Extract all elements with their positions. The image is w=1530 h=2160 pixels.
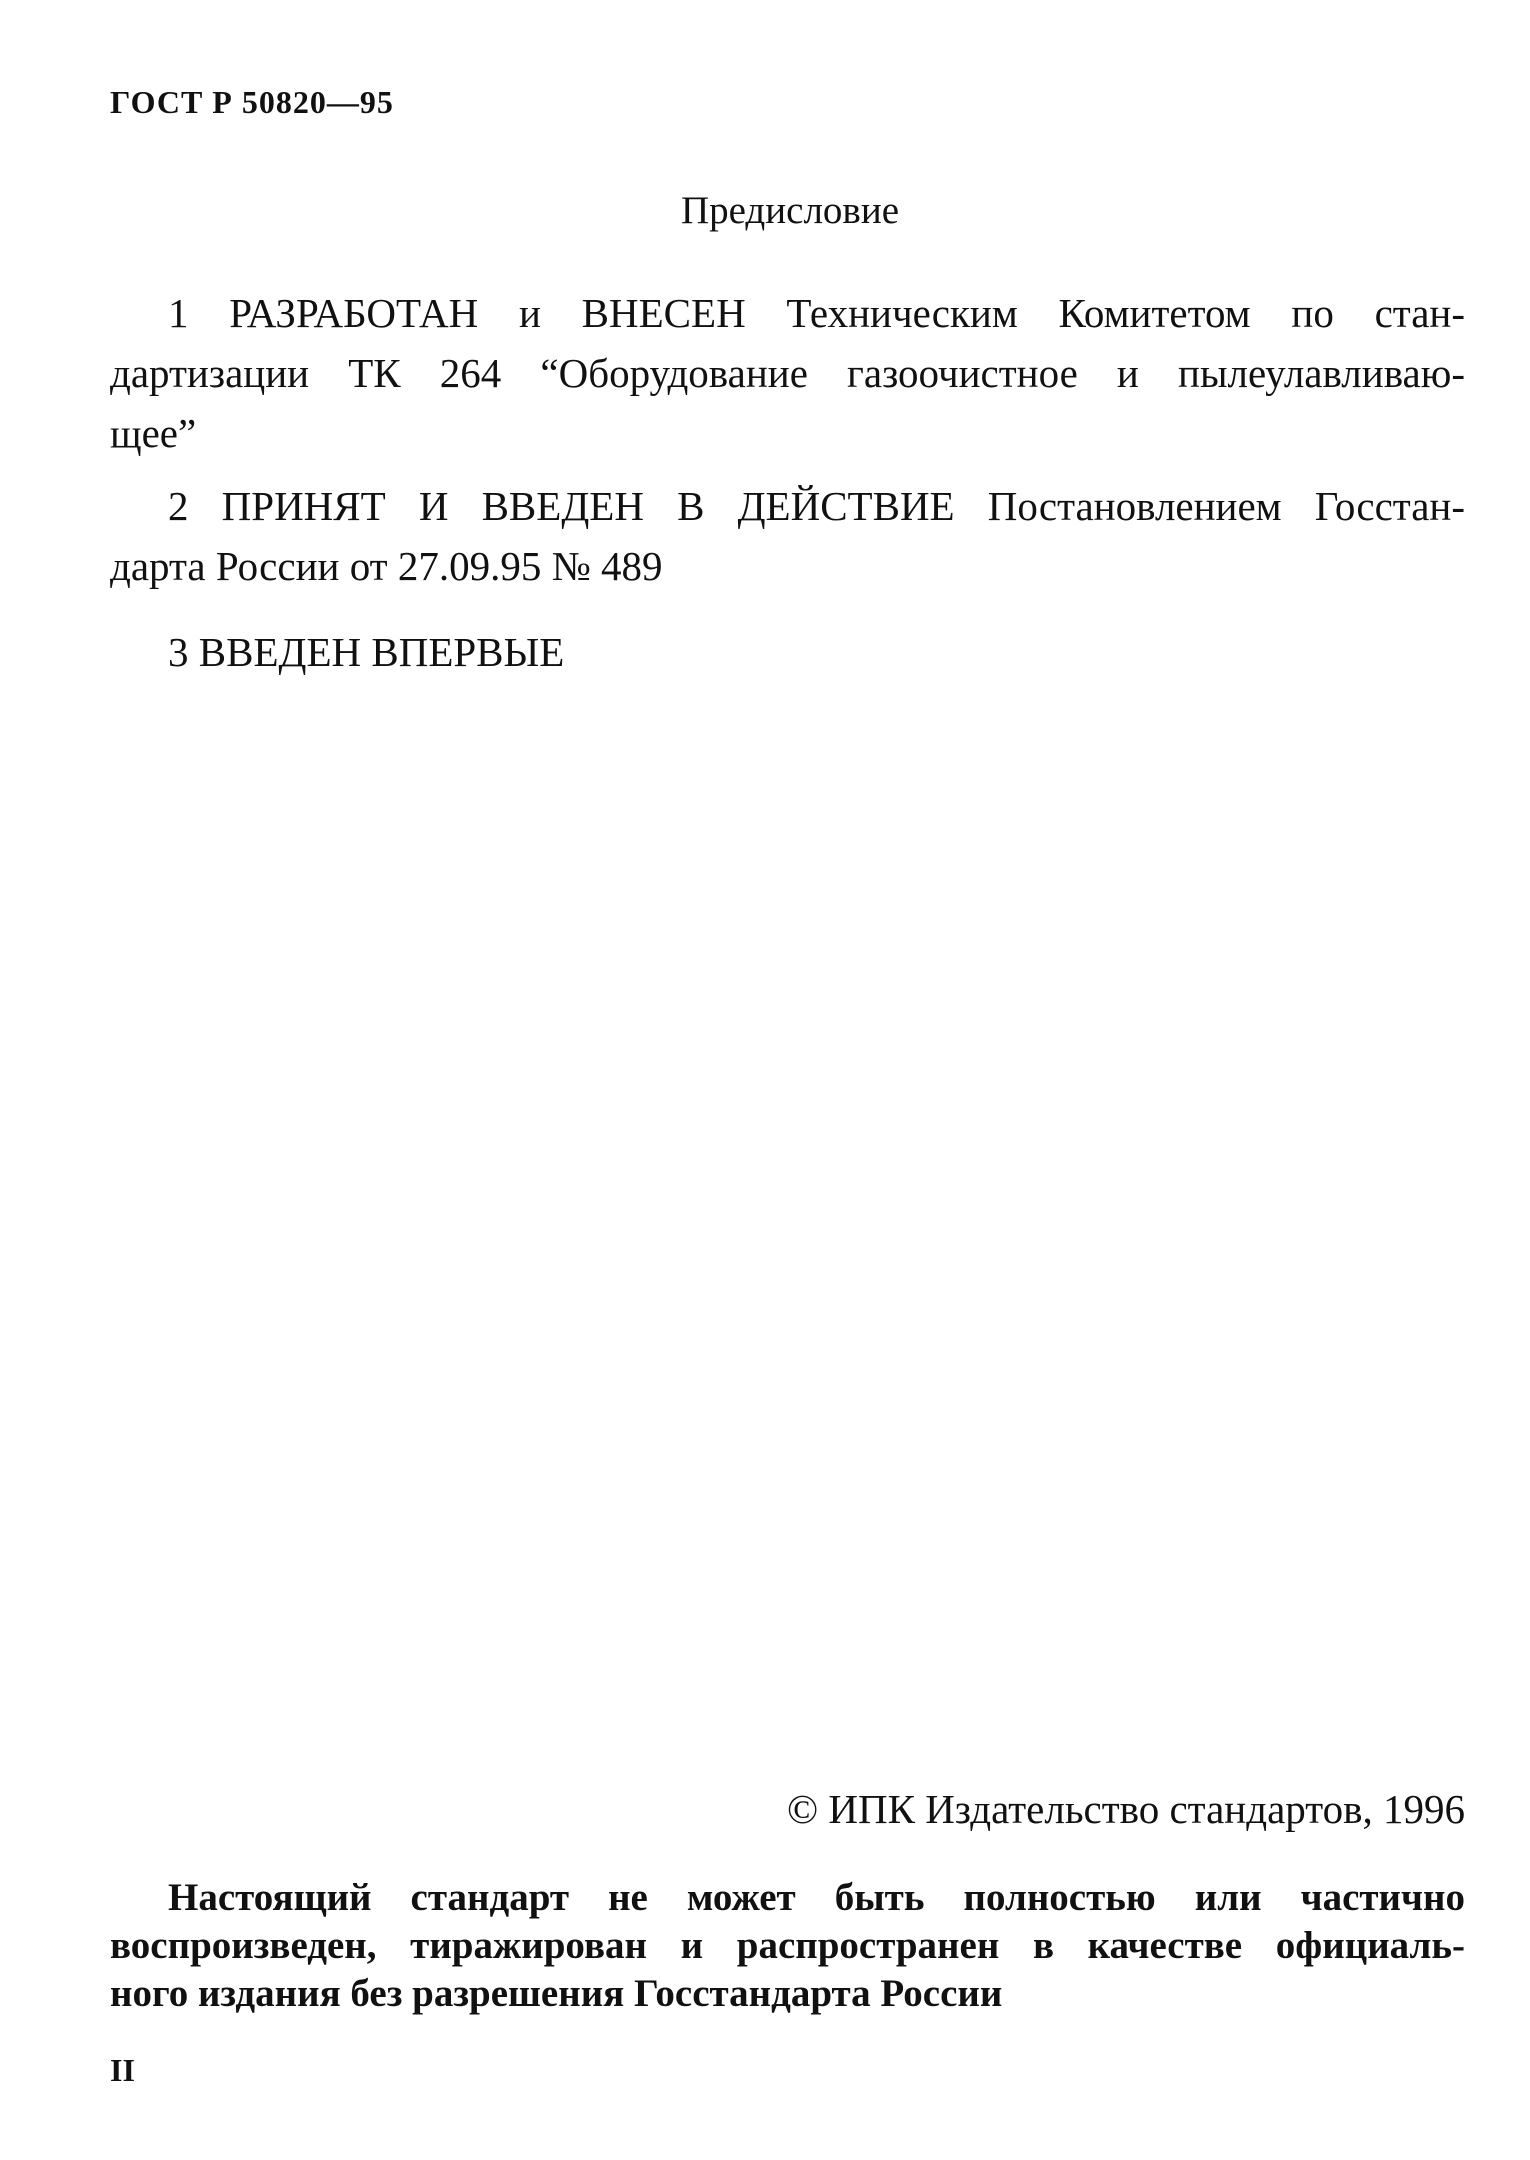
standard-code: ГОСТ Р 50820—95 — [110, 84, 394, 120]
reproduction-notice — [110, 1874, 1465, 2018]
preface-item-3-text-1: ВВЕДЕН ВПЕРВЫЕ — [198, 629, 565, 675]
notice-line-2: воспроизведен, тиражирован и распространен в качестве официаль- — [110, 1924, 1465, 1967]
preface-item-2-line-2: дарта России от 27.09.95 № 489 — [110, 543, 663, 589]
preface-item-1 — [110, 283, 1465, 463]
preface-item-2-number: 2 — [168, 483, 189, 529]
preface-item-3-line-1 — [110, 622, 1465, 682]
preface-item-2 — [110, 476, 1465, 596]
preface-item-1-line-2: дартизации ТК 264 “Оборудование газоочистное и пылеулавливаю- — [110, 350, 1465, 396]
notice-line-3: ного издания без разрешения Госстандарта России — [110, 1972, 1003, 2015]
preface-item-2-line-1 — [110, 476, 1465, 536]
preface-item-3 — [110, 622, 1465, 682]
page-number: II — [110, 2052, 135, 2088]
preface-item-1-line-3: щее” — [110, 410, 197, 456]
preface-item-1-number: 1 — [168, 290, 189, 336]
notice-line-1: Настоящий стандарт не может быть полностью или частично — [168, 1876, 1465, 1919]
preface-item-2-text-1: ПРИНЯТ И ВВЕДЕН В ДЕЙСТВИЕ Постановлением Госстан- — [221, 483, 1465, 529]
preface-title: Предисловие — [680, 189, 900, 232]
copyright-line: © ИПК Издательство стандартов, 1996 — [786, 1786, 1465, 1832]
preface-item-3-number: 3 — [168, 629, 189, 675]
preface-item-1-line-1 — [110, 283, 1465, 343]
preface-item-1-text-1: РАЗРАБОТАН и ВНЕСЕН Техническим Комитетом по стан- — [229, 290, 1465, 336]
